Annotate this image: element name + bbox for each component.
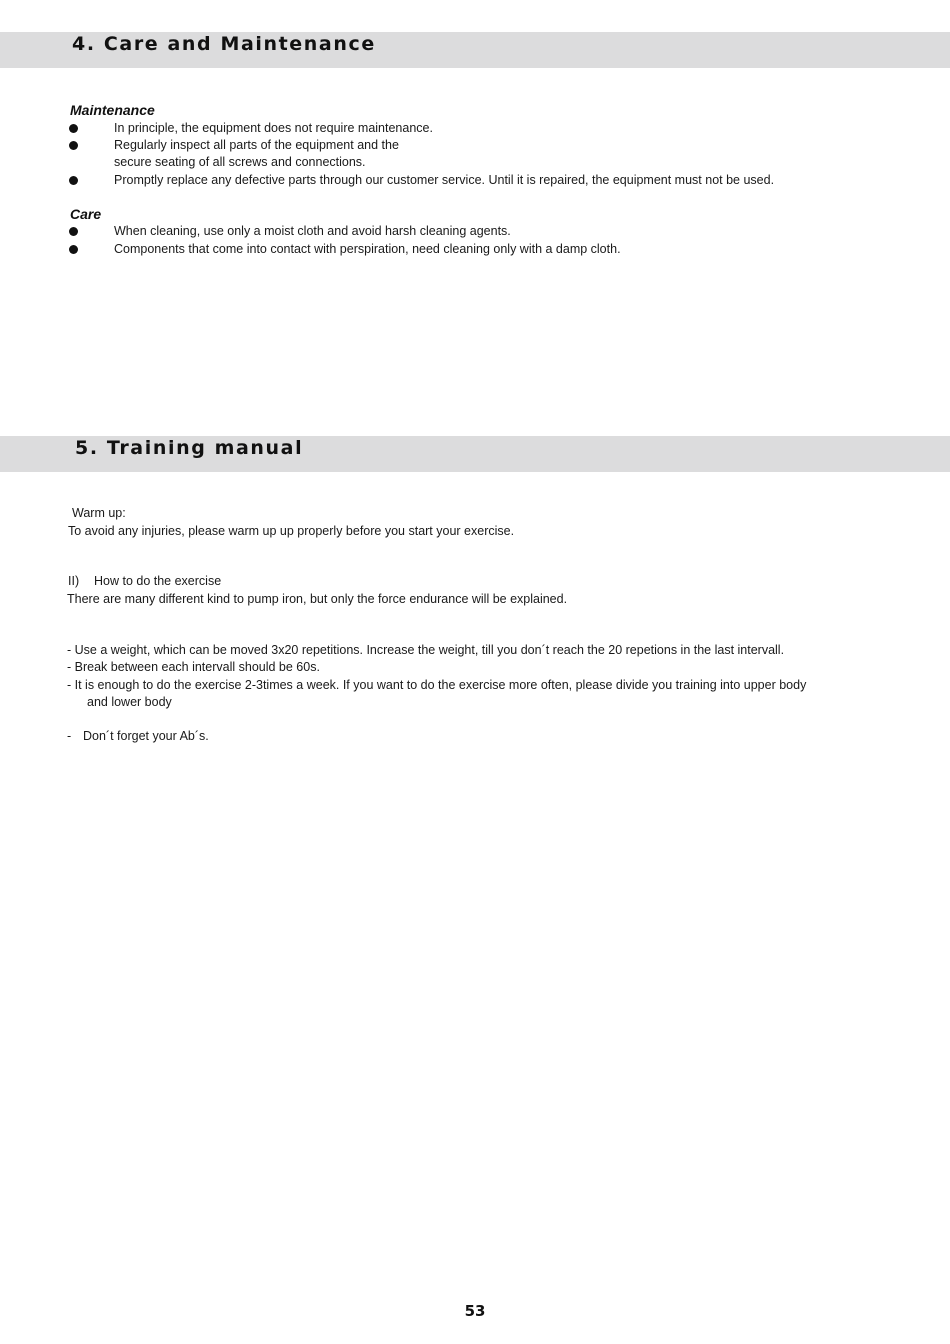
- section-4-title: 4. Care and Maintenance: [72, 33, 376, 55]
- how-numeral: II): [68, 574, 80, 588]
- maintenance-heading: Maintenance: [70, 102, 155, 118]
- bullet-icon: [69, 227, 78, 236]
- page-number: 53: [464, 1302, 486, 1320]
- bullet-icon: [69, 176, 78, 185]
- closing-text: Don´t forget your Ab´s.: [83, 729, 209, 743]
- closing-dash: -: [67, 729, 72, 743]
- care-item-2: Components that come into contact with perspiration, need cleaning only with a damp cloth.: [114, 242, 621, 256]
- warmup-label: Warm up:: [72, 506, 126, 520]
- tip-line-3-continued: and lower body: [87, 695, 172, 709]
- how-label: How to do the exercise: [94, 574, 222, 588]
- maintenance-item-2-line-1: Regularly inspect all parts of the equipment and the: [114, 138, 399, 152]
- bullet-icon: [69, 245, 78, 254]
- care-heading: Care: [70, 206, 102, 222]
- how-text: There are many different kind to pump iron, but only the force endurance will be explained.: [67, 592, 568, 606]
- care-item-1: When cleaning, use only a moist cloth and avoid harsh cleaning agents.: [114, 224, 511, 238]
- section-5-title: 5. Training manual: [75, 437, 304, 459]
- warmup-text: To avoid any injuries, please warm up up properly before you start your exercise.: [68, 524, 515, 538]
- bullet-icon: [69, 141, 78, 150]
- maintenance-item-3: Promptly replace any defective parts through our customer service. Until it is repaired, the equipment must not be used.: [114, 173, 775, 187]
- bullet-icon: [69, 124, 78, 133]
- maintenance-item-1: In principle, the equipment does not require maintenance.: [114, 121, 433, 135]
- tip-line-3: - It is enough to do the exercise 2-3times a week. If you want to do the exercise more often, please divide you training into upper body: [67, 678, 807, 692]
- tip-line-2: - Break between each intervall should be 60s.: [67, 660, 320, 674]
- tip-line-1: - Use a weight, which can be moved 3x20 repetitions. Increase the weight, till you don´t reach the 20 repetions in the last intervall.: [67, 643, 785, 657]
- maintenance-item-2-line-2: secure seating of all screws and connections.: [114, 155, 366, 169]
